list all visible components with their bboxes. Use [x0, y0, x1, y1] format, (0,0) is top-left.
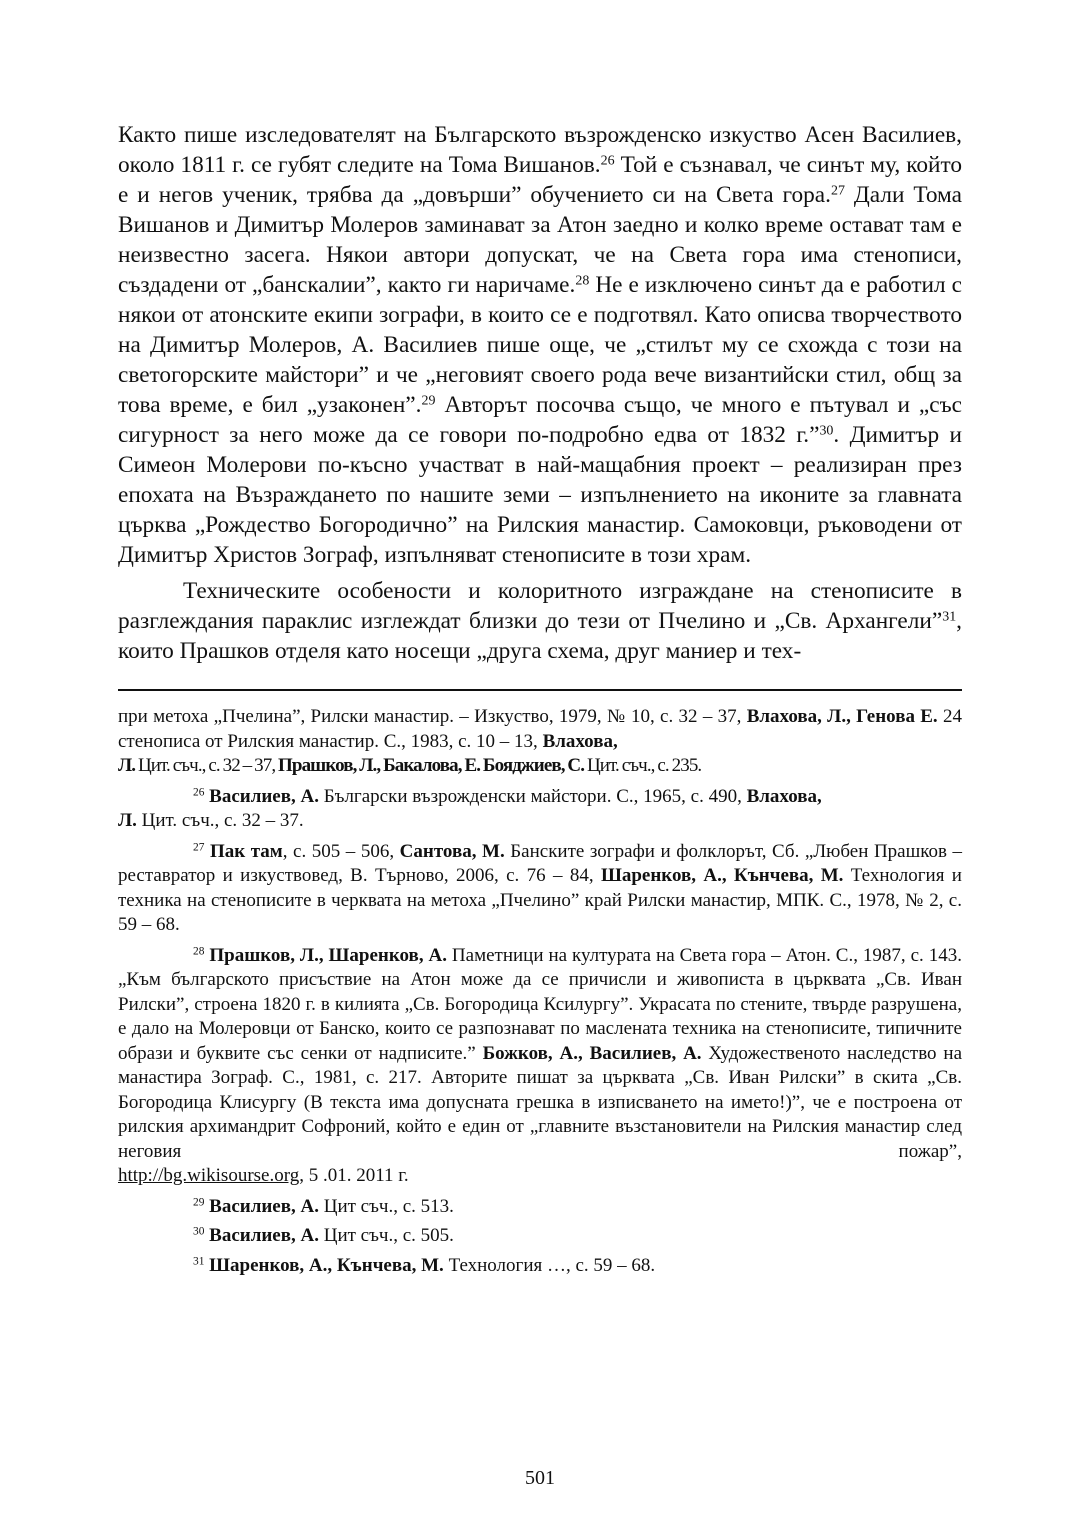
- footnote-28-link-line: http://bg.wikisourse.org, 5 .01. 2011 г.: [118, 1165, 409, 1186]
- footnote-ref[interactable]: 27: [830, 183, 845, 199]
- footnote-separator: [118, 689, 962, 691]
- body-paragraph: Техническите особености и колоритното изграждане на стенописите в разглеждания параклис изглеждат близки до тези от Пчелино и „Св. Архангели”$^{31}$, които Прашков отделя като носещи „друга схема, друг маниер и тех-: [118, 578, 962, 664]
- footnote-27: $^{27}$ Пак там, с. 505 – 506, Сантова, М. Банските зографи и фолклорът, Сб. „Любен Прашков – реставратор и изкуствовед, В. Търново, 2006, с. 76 – 84, Шаренков, А., Кънчева, М. Технология и техника на стенописите в черквата на метоха „Пчелино” край Рилски манастир, МПК. С., 1978, № 2, с. 59 – 68.: [118, 840, 963, 935]
- footnote-30: $^{30}$ Василиев, А. Цит съч., с. 505.: [193, 1225, 454, 1246]
- footnote-26: $^{26}$ Василиев, А. Български възрожденски майстори. С., 1965, с. 490, Влахова, Л. Цит. съч., с. 32 – 37.: [118, 785, 822, 831]
- footnote-29: $^{29}$ Василиев, А. Цит съч., с. 513.: [193, 1195, 454, 1217]
- footnote-continued: при метоха „Пчелина”, Рилски манастир. – Изкуство, 1979, № 10, с. 32 – 37, Влахова, Л., Генова Е. 24 стенописа от Рилския манастир. С., 1983, с. 10 – 13, Влахова, Л. Цит. съч., с. 32 – 37, Прашков, Л., Бакалова, Е. Бояджиев, С. Цит. съч., с. 235.: [118, 706, 962, 776]
- footnote-ref[interactable]: 31: [942, 609, 957, 625]
- page-number: 501: [525, 1467, 555, 1489]
- footnote-ref[interactable]: 29: [421, 393, 436, 409]
- wikisource-link[interactable]: http://bg.wikisourse.org: [118, 1165, 300, 1186]
- main-text: [118, 120, 962, 666]
- footnotes: [118, 705, 962, 1278]
- footnote-28: $^{28}$ Прашков, Л., Шаренков, А. Паметници на културата на Света гора – Атон. С., 1987, с. 143. „Към българското присъствие на Атон може да се причисли и живописта в църквата „Св. Иван Рилски”, строена 1820 г. в килията „Св. Богородица Ксилургу”. Украсата по стените, твърде разрушена, е дало на Молеровци от Банско, които се разпознават по маслената техника на стенописите, типичните образи и буквите със сенки от надписите.” Божков, А., Василиев, А. Художественото наследство на манастира Зограф. С., 1981, с. 217. Авторите пишат за църквата „Св. Иван Рилски” в скита „Св. Богородица Клисургу (В текста има допусната грешка в изписването на името!)”, че е построена от рилския архимандрит Софроний, който е един от „главните възстановители на Рилския манастир след неговия пожар”,: [118, 944, 963, 1162]
- footnote-ref[interactable]: 26: [600, 153, 615, 169]
- footnote-ref[interactable]: 30: [819, 423, 834, 439]
- footnote-ref[interactable]: 28: [575, 273, 590, 289]
- body-paragraph: Както пише изследователят на Българското възрожденско изкуство Асен Василиев, около 1811 г. се губят следите на Тома Вишанов.$^{26}$ Той е съзнавал, че синът му, който е и негов ученик, трябва да „довърши” обучението си на Света гора.$^{27}$ Дали Тома Вишанов и Димитър Молеров заминават за Атон заедно и колко време остават там е неизвестно засега. Някои автори допускат, че на Света гора има стенописи, създадени от „банскалии”, както ги наричаме.$^{28}$ Не е изключено синът да е работил с някои от атонските екипи зографи, в които се е подготвял. Като описва творчеството на Димитър Молеров, А. Василиев пише още, че „стилът му се схожда с този на светогорските майстори” и че „неговият своего рода вече византийски стил, общ за това време, е бил „узаконен”.$^{29}$ Авторът посочва също, че много е пътувал и „със сигурност за него може да се говори по-подробно едва от 1832 г.”$^{30}$. Димитър и Симеон Молерови по-късно участват в най-мащабния проект – реализиран през епохата на Възраждането по нашите земи – изпълнението на иконите за главната църква „Рождество Богородично” на Рилския манастир. Самоковци, ръководени от Димитър Христов Зограф, изпълняват стенописите в този храм.: [118, 122, 962, 568]
- page-content: [118, 120, 962, 1283]
- footnote-31: $^{31}$ Шаренков, А., Кънчева, М. Технология …, с. 59 – 68.: [193, 1254, 656, 1276]
